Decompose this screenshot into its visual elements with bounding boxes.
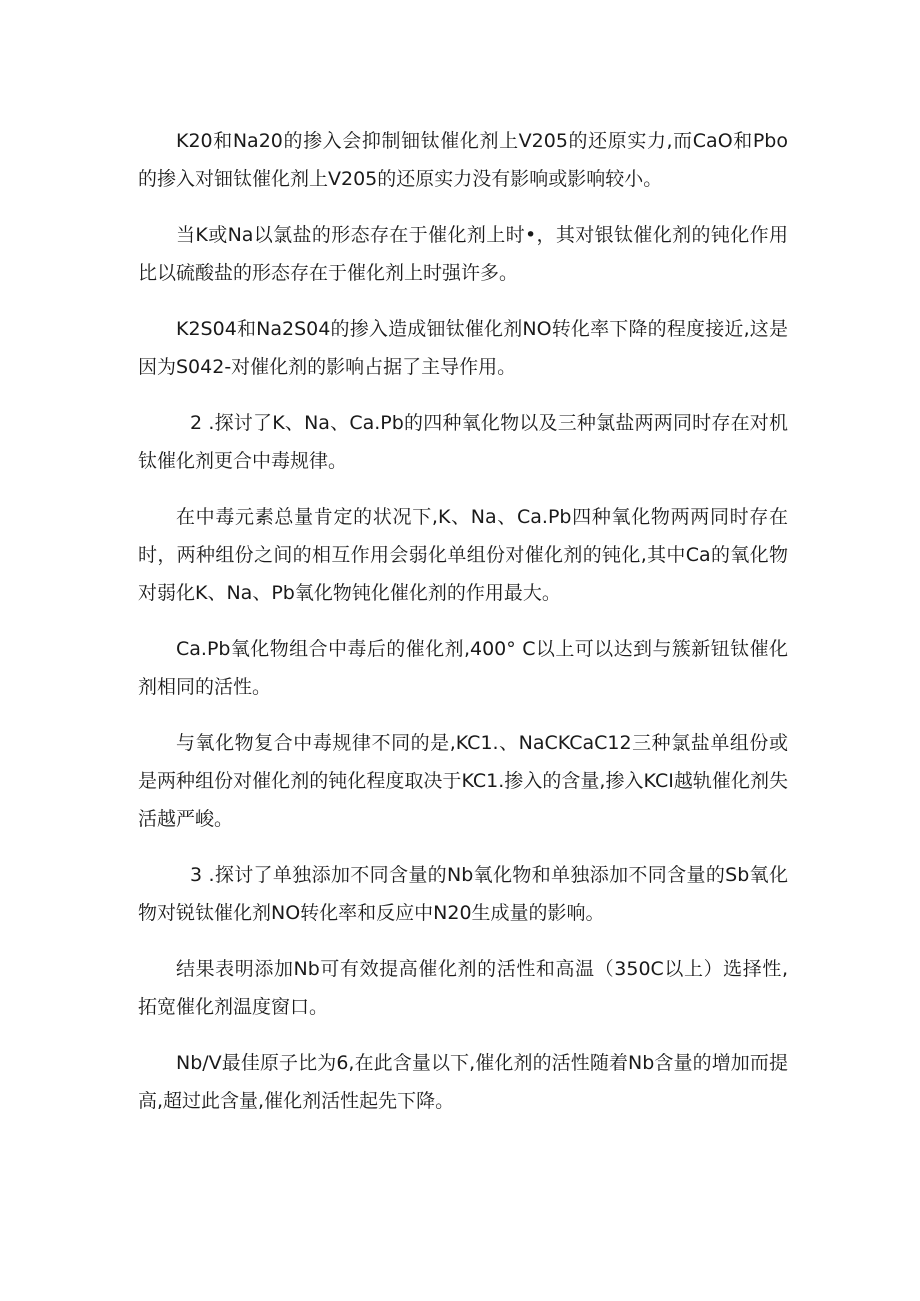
paragraph-1: K20和Na20的掺入会抑制钿钛催化剂上V205的还原实力,而CaO和Pbo的掺入对钿钛催化剂上V205的还原实力没有影响或影响较小。 — [138, 130, 788, 190]
paragraph-10: Nb/V最佳原子比为6,在此含量以下,催化剂的活性随着Nb含量的增加而提高,超过此含量,催化剂活性起先下降。 — [138, 1052, 788, 1112]
document-body — [138, 122, 788, 1138]
paragraph-9: 结果表明添加Nb可有效提高催化剂的活性和高温（350C以上）选择性,拓宽催化剂温度窗口。 — [138, 958, 788, 1018]
paragraph-5: 在中毒元素总量肯定的状况下,K、Na、Ca.Pb四种氧化物两两同时存在时，两种组份之间的相互作用会弱化单组份对催化剂的钝化,其中Ca的氧化物对弱化K、Na、Pb氧化物钝化催化剂的作用最大。 — [138, 506, 788, 604]
paragraph-4: 2 .探讨了K、Na、Ca.Pb的四种氧化物以及三种氯盐两两同时存在对机钛催化剂更合中毒规律。 — [138, 412, 788, 472]
paragraph-2: 当K或Na以氯盐的形态存在于催化剂上时•，其对银钛催化剂的钝化作用比以硫酸盐的形态存在于催化剂上时强许多。 — [138, 224, 788, 284]
paragraph-7: 与氧化物复合中毒规律不同的是,KC1.、NaCKCaC12三种氯盐单组份或是两种组份对催化剂的钝化程度取决于KC1.掺入的含量,掺入KCI越轨催化剂失活越严峻。 — [138, 732, 788, 830]
paragraph-6: Ca.Pb氧化物组合中毒后的催化剂,400° C以上可以达到与簇新钮钛催化剂相同的活性。 — [138, 638, 788, 698]
paragraph-8: 3 .探讨了单独添加不同含量的Nb氧化物和单独添加不同含量的Sb氧化物对锐钛催化剂NO转化率和反应中N20生成量的影响。 — [138, 864, 788, 924]
paragraph-3: K2S04和Na2S04的掺入造成钿钛催化剂NO转化率下降的程度接近,这是因为S042-对催化剂的影响占据了主导作用。 — [138, 318, 788, 378]
